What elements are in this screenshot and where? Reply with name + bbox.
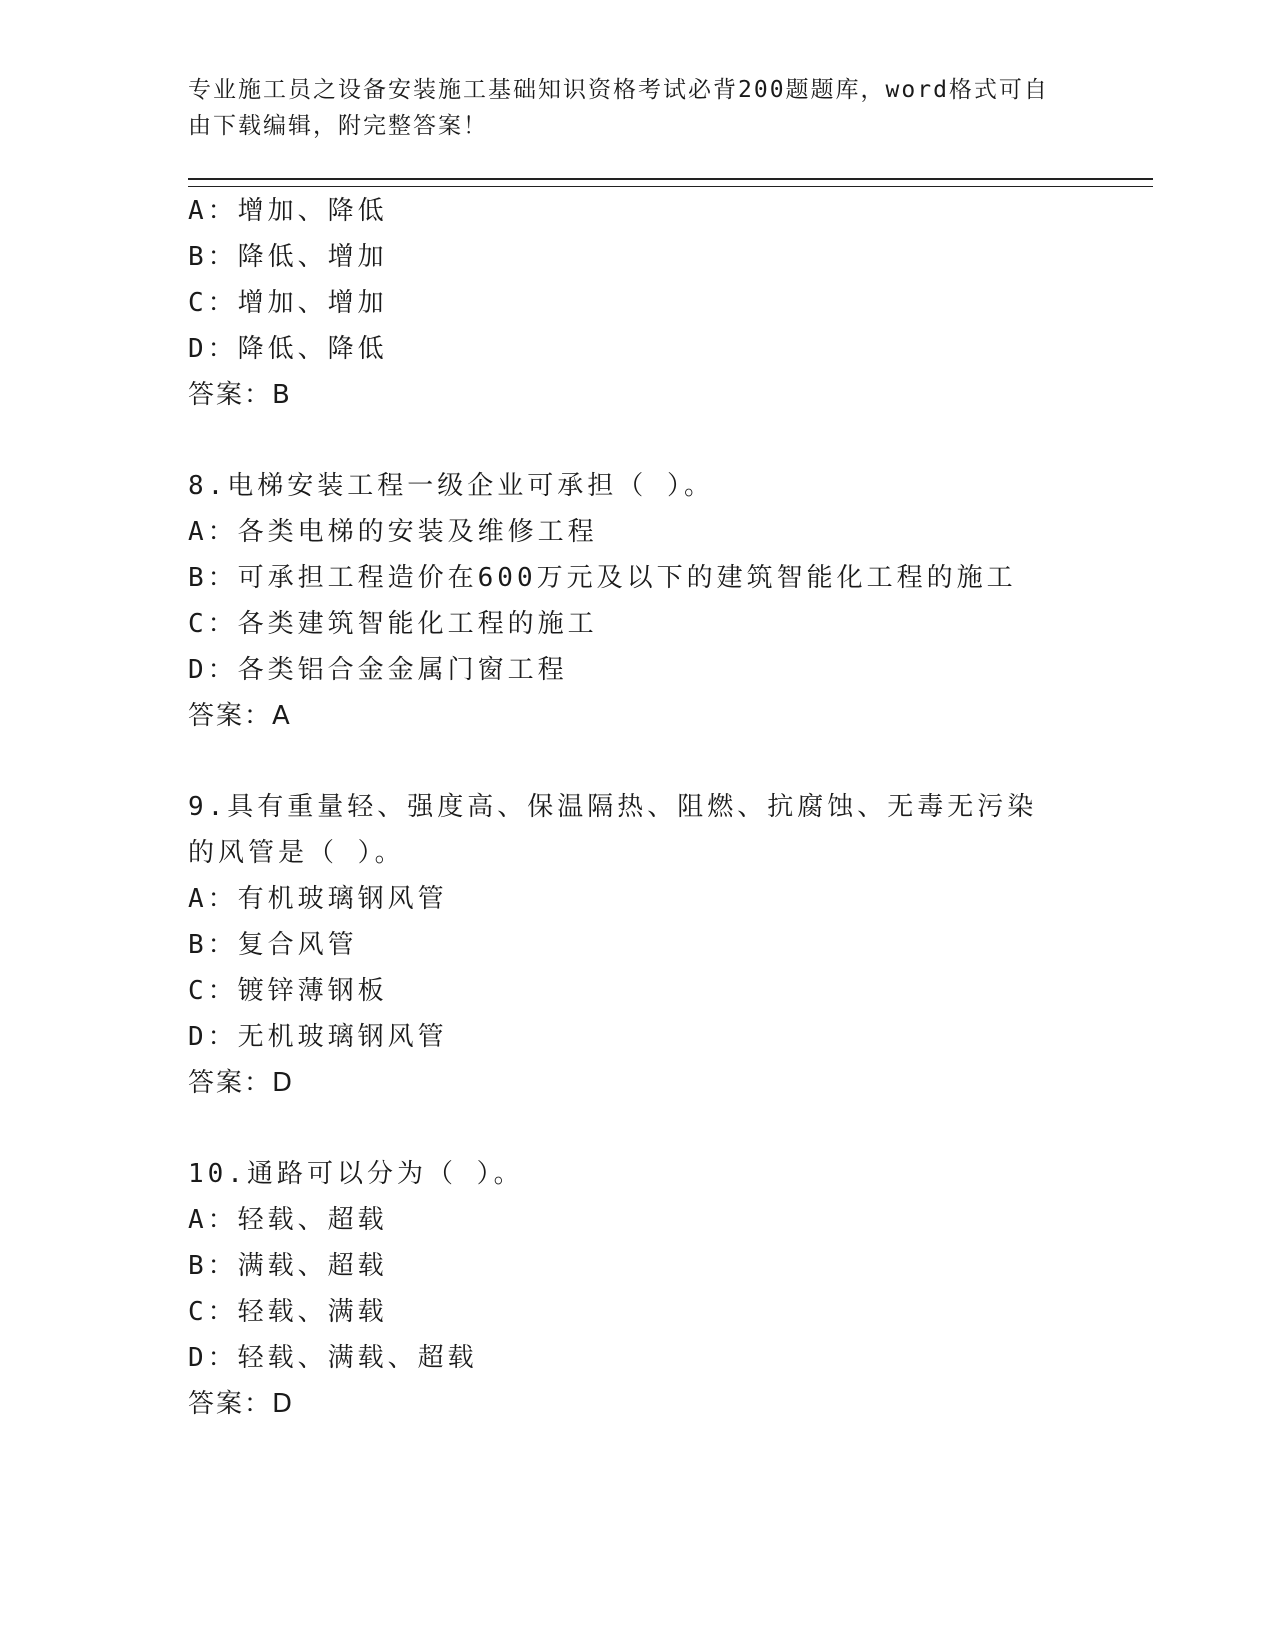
question-8 [188, 463, 1088, 739]
option-b: B：可承担工程造价在600万元及以下的建筑智能化工程的施工 [188, 563, 1017, 593]
option-b: B：复合风管 [188, 930, 358, 960]
option-a: A：有机玻璃钢风管 [188, 884, 448, 914]
option-b: B：满载、超载 [188, 1251, 388, 1281]
option-b: B：降低、增加 [188, 242, 388, 272]
option-d: D：降低、降低 [188, 334, 388, 364]
document-header: 专业施工员之设备安装施工基础知识资格考试必背200题题库，word格式可自由下载编辑，附完整答案！ [188, 77, 1049, 139]
option-d: D：无机玻璃钢风管 [188, 1022, 448, 1052]
option-c: C：镀锌薄钢板 [188, 976, 388, 1006]
question-7-continued [188, 188, 1088, 418]
question-stem: 9.具有重量轻、强度高、保温隔热、阻燃、抗腐蚀、无毒无污染的风管是（ ）。 [188, 792, 1038, 868]
question-stem: 10.通路可以分为（ ）。 [188, 1159, 524, 1189]
option-d: D：轻载、满载、超载 [188, 1343, 478, 1373]
question-stem: 8.电梯安装工程一级企业可承担（ ）。 [188, 471, 714, 501]
option-c: C：各类建筑智能化工程的施工 [188, 609, 598, 639]
header-divider [188, 178, 1153, 187]
option-c: C：增加、增加 [188, 288, 388, 318]
question-list [188, 188, 1088, 1427]
option-d: D：各类铝合金金属门窗工程 [188, 655, 568, 685]
question-10 [188, 1151, 1088, 1427]
answer-line: 答案：A [188, 701, 292, 731]
answer-line: 答案：D [188, 1389, 295, 1419]
option-c: C：轻载、满载 [188, 1297, 388, 1327]
question-9 [188, 784, 1088, 1106]
answer-line: 答案：D [188, 1068, 295, 1098]
option-a: A：增加、降低 [188, 196, 388, 226]
answer-line: 答案：B [188, 380, 292, 410]
option-a: A：各类电梯的安装及维修工程 [188, 517, 598, 547]
option-a: A：轻载、超载 [188, 1205, 388, 1235]
